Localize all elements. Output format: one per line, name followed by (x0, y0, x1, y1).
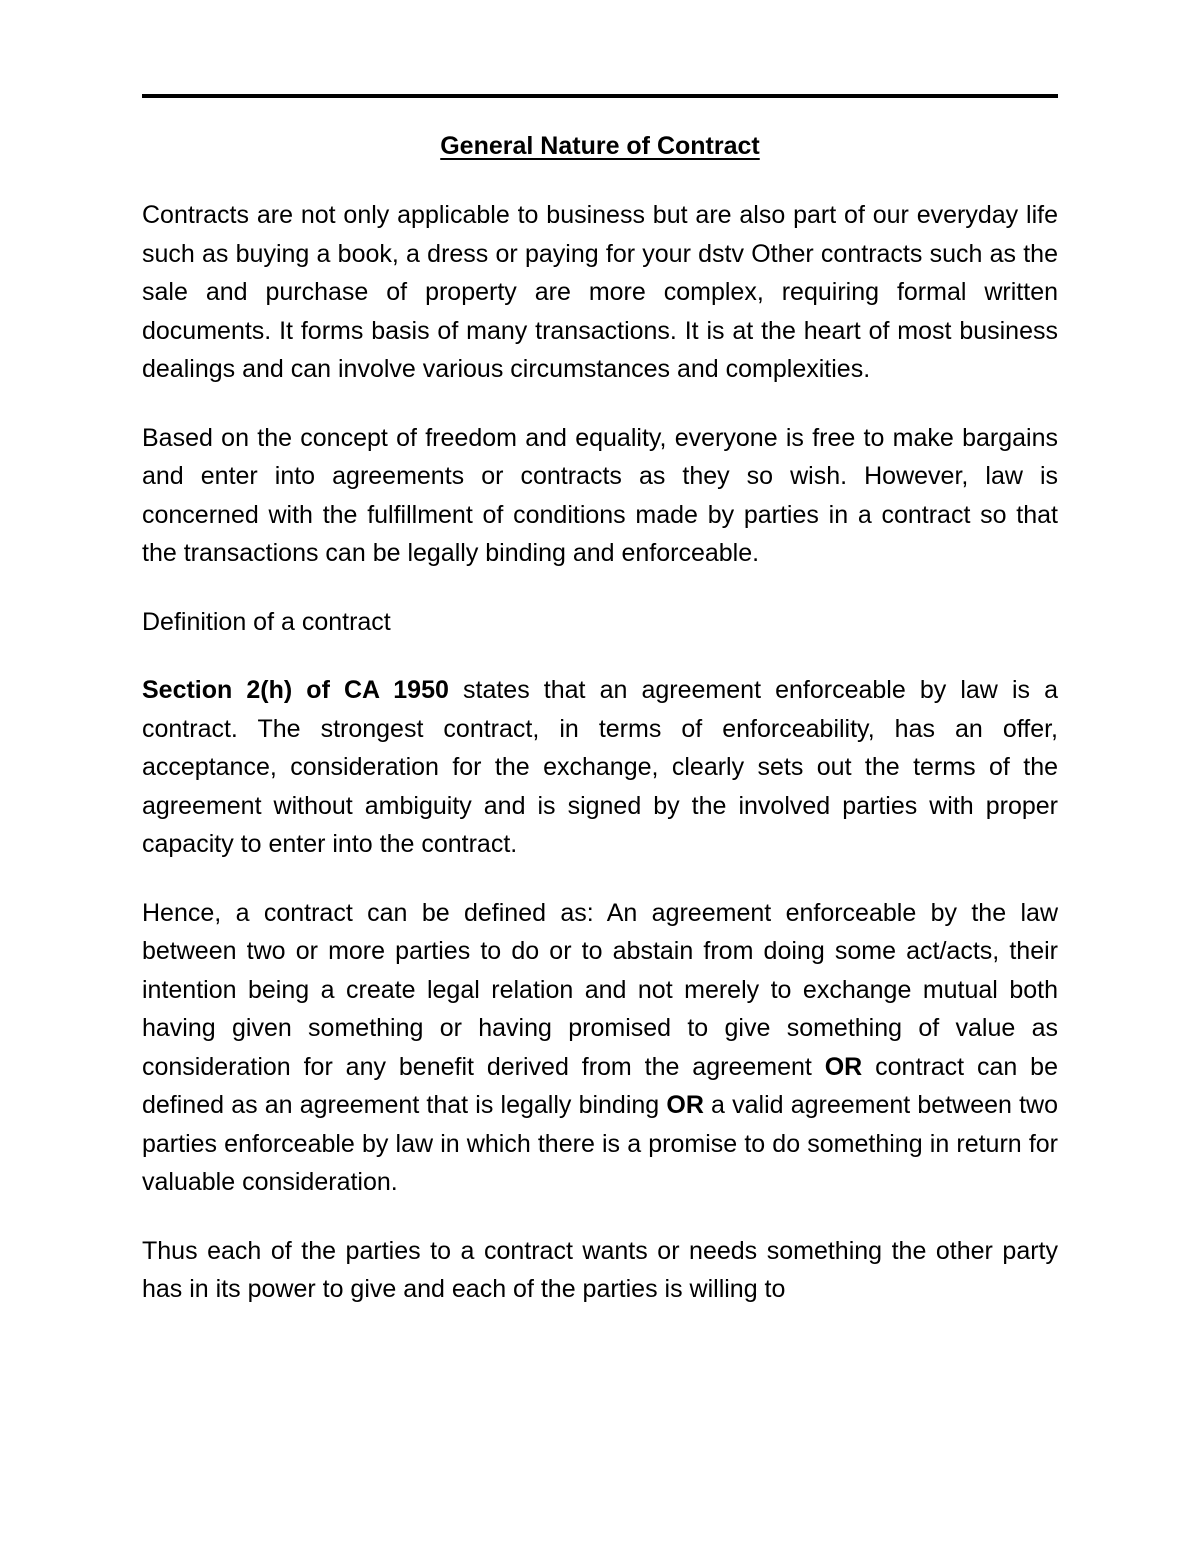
definition-text-3: a valid agreement between two parties enforceable by law in which there is a promise to do something in return for valuable consideration. (142, 1091, 1058, 1196)
or-keyword-2: OR (666, 1091, 704, 1119)
paragraph-freedom: Based on the concept of freedom and equality, everyone is free to make bargains and enter into agreements or contracts as they so wish. However, law is concerned with the fulfillment of conditions made by parties in a contract so that the transactions can be legally binding and enforceable. (142, 423, 1058, 567)
paragraph-parties: Thus each of the parties to a contract wants or needs something the other party has in its power to give and each of the parties is willing to (142, 1236, 1058, 1303)
paragraph-section (142, 671, 1058, 864)
page-title: General Nature of Contract (440, 132, 760, 160)
section-text: states that an agreement enforceable by law is a contract. The strongest contract, in terms of enforceability, has an offer, acceptance, consideration for the exchange, clearly sets out the terms of the agreement without ambiguity and is signed by the involved parties with proper capacity to enter into the contract. (142, 676, 1059, 858)
definition-text-1: Hence, a contract can be defined as: An agreement enforceable by the law between two or more parties to do or to abstain from doing some act/acts, their intention being a create legal relation and not merely to exchange mutual both having given something or having promised to give something of value as consideration for any benefit derived from the agreement (142, 898, 1058, 1081)
or-keyword-1: OR (824, 1052, 863, 1081)
definition-heading: Definition of a contract (142, 607, 391, 636)
header-rule (142, 94, 1058, 98)
definition-text-2: contract can be defined as an agreement that is legally binding (142, 1052, 1058, 1119)
section-reference: Section 2(h) of CA 1950 (142, 676, 449, 704)
paragraph-intro: Contracts are not only applicable to business but are also part of our everyday life such as buying a book, a dress or paying for your dstv Other contracts such as the sale and purchase of property are more complex, requiring formal written documents. It forms basis of many transactions. It is at the heart of most business dealings and can involve various circumstances and complexities. (142, 201, 1058, 383)
document-body (142, 128, 1058, 1309)
paragraph-definition (142, 894, 1058, 1202)
